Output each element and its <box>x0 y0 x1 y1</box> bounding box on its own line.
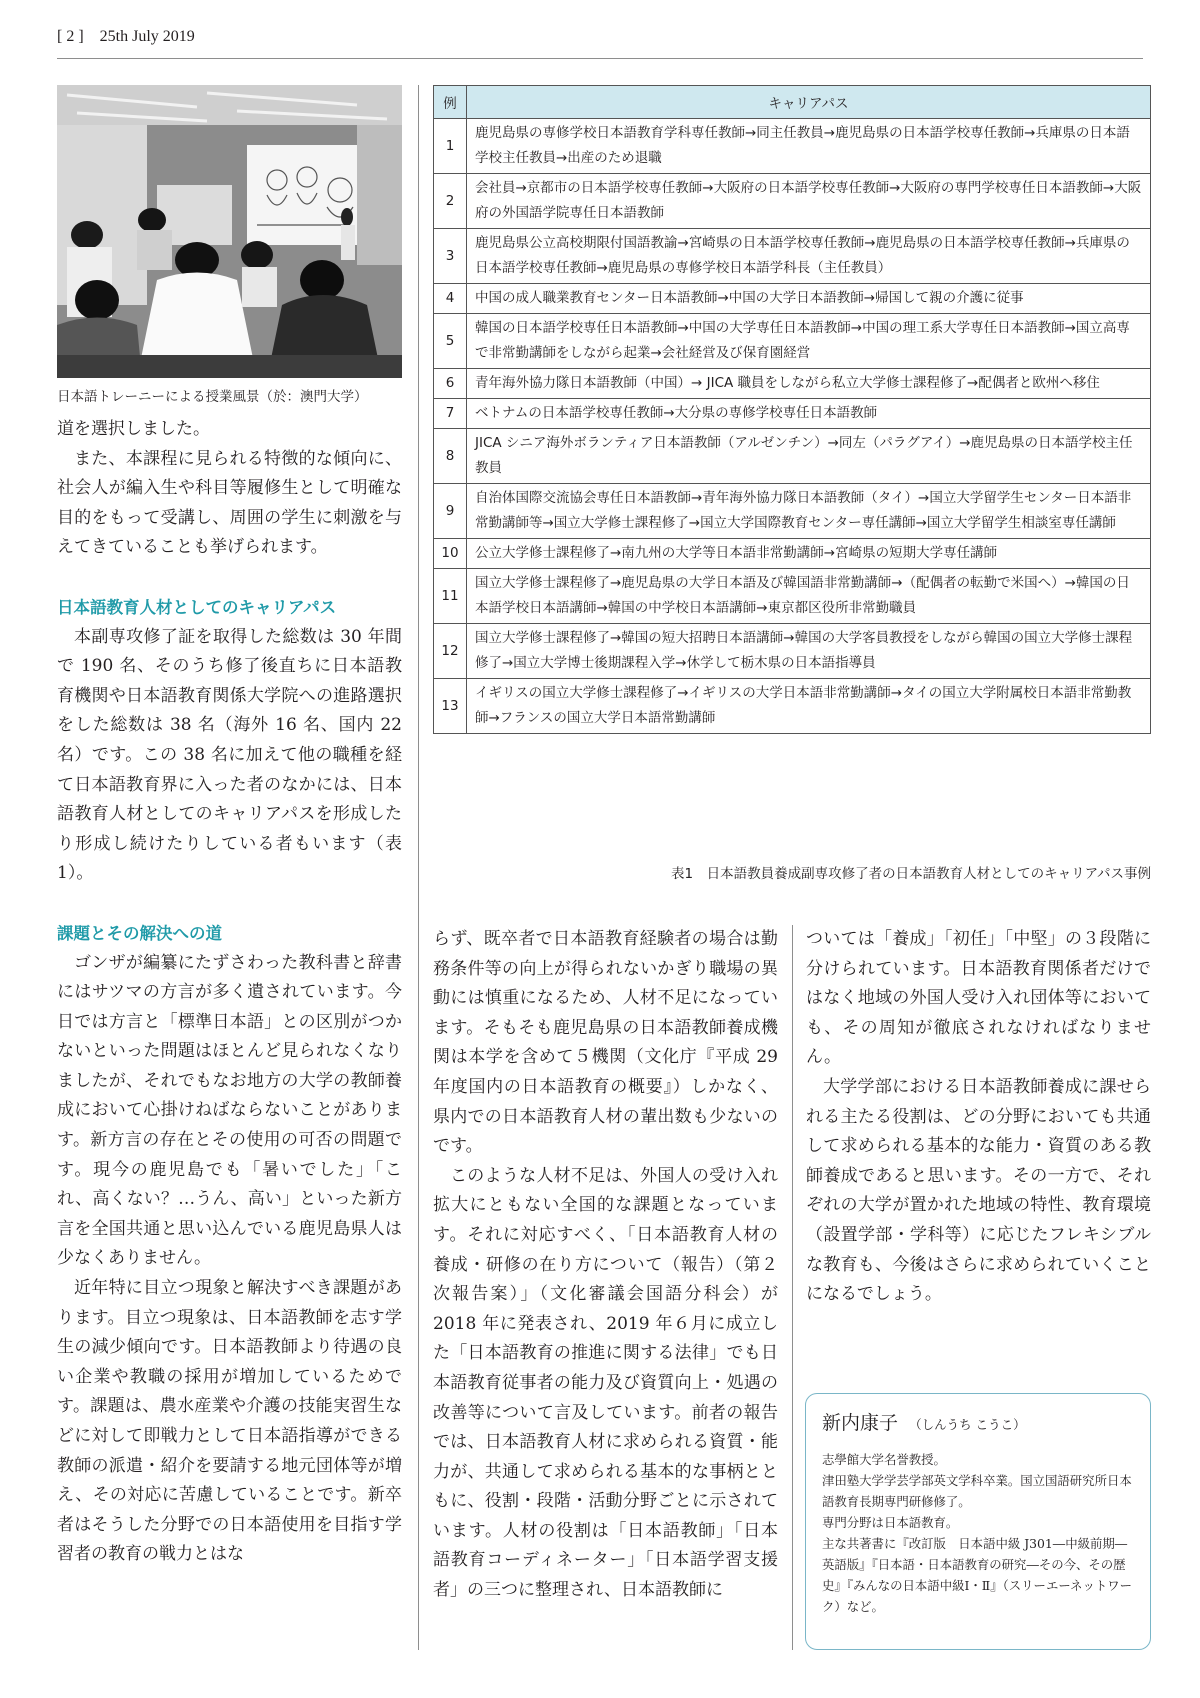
career-path-cell: 鹿児島県公立高校期限付国語教諭→宮崎県の日本語学校専任教師→鹿児島県の日本語学校専任教師→兵庫県の日本語学校専任教師→鹿児島県の専修学校日本語学科長（主任教員） <box>467 229 1151 284</box>
paragraph: ついては「養成」「初任」「中堅」の３段階に分けられています。日本語教育関係者だけではなく地域の外国人受け入れ団体等においても、その周知が徹底されなければなりません。 <box>806 929 1151 1068</box>
paragraph: また、本課程に見られる特徴的な傾向に、社会人が編入生や科目等履修生として明確な目的をもって受講し、周囲の学生に刺激を与えてきていることも挙げられます。 <box>57 448 402 558</box>
career-path-cell: 青年海外協力隊日本語教師（中国）→ JICA 職員をしながら私立大学修士課程修了→配偶者と欧州へ移住 <box>467 369 1151 399</box>
paragraph: このような人材不足は、外国人の受け入れ拡大にともない全国的な課題となっています。それに対応すべく、「日本語教育人材の養成・研修の在り方について（報告）（第２次報告案）」（文化審議会国語分科会）が 2018 年に発表され、2019 年６月に成立した「日本語教育の推進に関する法律」でも日本語教育従事者の能力及び資質向上・処遇の改善等について言及しています。前者の報告では、日本語教育人材に求められる資質・能力が、共通して求められる基本的な事柄とともに、役割・段階・活動分野ごとに示されています。人材の役割は「日本語教師」「日本語教育コーディネーター」「日本語学習支援者」の三つに整理され、日本語教師に <box>433 1165 778 1601</box>
table-row <box>434 399 1151 429</box>
table-row <box>434 119 1151 174</box>
middle-column <box>433 925 778 1606</box>
paragraph: ゴンザが編纂にたずさわった教科書と辞書にはサツマの方言が多く遺されています。今日では方言と「標準日本語」との区別がつかないといった問題はほとんど見られなくなりましたが、それでもなお地方の大学の教師養成において心掛けねばならないことがあります。新方言の存在とその使用の可否の問題です。現今の鹿児島でも「暑いでした」「これ、高くない？…うん、高い」といった新方言を全国共通と思い込んでいる鹿児島県人は少なくありません。 <box>57 952 402 1269</box>
career-path-cell: 国立大学修士課程修了→韓国の短大招聘日本語講師→韓国の大学客員教授をしながら韓国の国立大学修士課程修了→国立大学博士後期課程入学→休学して栃木県の日本語指導員 <box>467 624 1151 679</box>
table-header-row <box>434 86 1151 119</box>
table-caption: 表1 日本語教員養成副専攻修了者の日本語教育人材としてのキャリアパス事例 <box>670 866 1151 882</box>
section-heading-career: 日本語教育人材としてのキャリアパス <box>57 597 337 617</box>
row-number: 1 <box>434 119 467 174</box>
row-number: 12 <box>434 624 467 679</box>
page-header <box>57 28 195 46</box>
bio-line: 津田塾大学学芸学部英文学科卒業。国立国語研究所日本語教育長期専門研修修了。 <box>822 1473 1132 1509</box>
row-number: 10 <box>434 539 467 569</box>
bio-line: 主な共著書に『改訂版 日本語中級 J301―中級前期―英語版』『日本語・日本語教育の研究―その今、その歴史』『みんなの日本語中級Ⅰ・Ⅱ』（スリーエーネットワーク）など。 <box>822 1536 1133 1614</box>
row-number: 4 <box>434 284 467 314</box>
column-rule <box>792 925 793 1650</box>
career-path-cell: 自治体国際交流協会専任日本語教師→青年海外協力隊日本語教師（タイ）→国立大学留学生センター日本語非常勤講師等→国立大学修士課程修了→国立大学国際教育センター専任講師→国立大学留学生相談室専任講師 <box>467 484 1151 539</box>
photo-caption: 日本語トレーニーによる授業風景（於：澳門大学） <box>57 389 368 405</box>
table-row <box>434 679 1151 734</box>
right-column <box>806 925 1151 1310</box>
bio-line: 志學館大学名誉教授。 <box>822 1452 946 1467</box>
header-no: 例 <box>434 86 467 119</box>
table-row <box>434 429 1151 484</box>
row-number: 7 <box>434 399 467 429</box>
career-path-cell: JICA シニア海外ボランティア日本語教師（アルゼンチン）→同左（パラグアイ）→鹿児島県の日本語学校主任教員 <box>467 429 1151 484</box>
career-path-table <box>433 85 1151 734</box>
career-path-cell: イギリスの国立大学修士課程修了→イギリスの大学日本語非常勤講師→タイの国立大学附属校日本語非常勤教師→フランスの国立大学日本語常勤講師 <box>467 679 1151 734</box>
career-path-cell: 中国の成人職業教育センター日本語教師→中国の大学日本語教師→帰国して親の介護に従事 <box>467 284 1151 314</box>
row-number: 2 <box>434 174 467 229</box>
paragraph: 大学学部における日本語教師養成に課せられる主たる役割は、どの分野においても共通して求められる基本的な能力・資質のある教師養成であると思います。その一方で、それぞれの大学が置かれた地域の特性、教育環境（設置学部・学科等）に応じたフレキシブルな教育も、今後はさらに求められていくことになるでしょう。 <box>806 1076 1151 1305</box>
career-path-cell: 韓国の日本語学校専任日本語教師→中国の大学専任日本語教師→中国の理工系大学専任日本語教師→国立高専で非常勤講師をしながら起業→会社経営及び保育園経営 <box>467 314 1151 369</box>
row-number: 9 <box>434 484 467 539</box>
header-rule <box>57 58 1143 59</box>
paragraph: 本副専攻修了証を取得した総数は 30 年間で 190 名、そのうち修了後直ちに日本語教育機関や日本語教育関係大学院への進路選択をした総数は 38 名（海外 16 名、国内 22 名）です。この 38 名に加えて他の職種を経て日本語教育界に入った者のなかには、日本語教育人材としてのキャリアパスを形成したり形成し続けたりしている者もいます（表1）。 <box>57 626 402 884</box>
table-row <box>434 539 1151 569</box>
author-name: 新内康子 <box>822 1412 899 1434</box>
paragraph: らず、既卒者で日本語教育経験者の場合は勤務条件等の向上が得られないかぎり職場の異動には慎重になるため、人材不足になっています。そもそも鹿児島県の日本語教師養成機関は本学を含めて５機関（文化庁『平成 29 年度国内の日本語教育の概要』）しかなく、県内での日本語教育人材の輩出数も少ないのです。 <box>433 929 778 1157</box>
author-reading: （しんうち こうこ） <box>909 1417 1026 1432</box>
issue-date: 25th July 2019 <box>99 28 195 45</box>
row-number: 3 <box>434 229 467 284</box>
row-number: 8 <box>434 429 467 484</box>
page-number: [ 2 ] <box>57 28 84 45</box>
row-number: 13 <box>434 679 467 734</box>
career-path-cell: 鹿児島県の専修学校日本語教育学科専任教師→同主任教員→鹿児島県の日本語学校専任教師→兵庫県の日本語学校主任教員→出産のため退職 <box>467 119 1151 174</box>
table-row <box>434 229 1151 284</box>
author-bio <box>805 1393 1151 1650</box>
header-path: キャリアパス <box>467 86 1151 119</box>
section-heading-issues: 課題とその解決への道 <box>57 923 222 943</box>
career-path-cell: ベトナムの日本語学校専任教師→大分県の専修学校専任日本語教師 <box>467 399 1151 429</box>
row-number: 6 <box>434 369 467 399</box>
table-row <box>434 624 1151 679</box>
table-row <box>434 284 1151 314</box>
paragraph: 近年特に目立つ現象と解決すべき課題があります。目立つ現象は、日本語教師を志す学生の減少傾向です。日本語教師より待遇の良い企業や教職の採用が増加しているためです。課題は、農水産業や介護の技能実習生などに対して即戦力として日本語指導ができる教師の派遣・紹介を要請する地元団体等が増え、その対応に苦慮していることです。新卒者はそうした分野での日本語使用を目指す学習者の教育の戦力とはな <box>57 1278 402 1565</box>
classroom-photo <box>57 85 402 378</box>
row-number: 11 <box>434 569 467 624</box>
bio-line: 専門分野は日本語教育。 <box>822 1515 959 1530</box>
table-row <box>434 314 1151 369</box>
row-number: 5 <box>434 314 467 369</box>
table-row <box>434 569 1151 624</box>
career-path-cell: 公立大学修士課程修了→南九州の大学等日本語非常勤講師→宮崎県の短期大学専任講師 <box>467 539 1151 569</box>
table-row <box>434 369 1151 399</box>
paragraph: 道を選択しました。 <box>57 419 210 439</box>
career-path-cell: 国立大学修士課程修了→鹿児島県の大学日本語及び韓国語非常勤講師→（配偶者の転勤で米国へ）→韓国の日本語学校日本語講師→韓国の中学校日本語講師→東京都区役所非常勤職員 <box>467 569 1151 624</box>
career-path-cell: 会社員→京都市の日本語学校専任教師→大阪府の日本語学校専任教師→大阪府の専門学校専任日本語教師→大阪府の外国語学院専任日本語教師 <box>467 174 1151 229</box>
table-row <box>434 174 1151 229</box>
table-row <box>434 484 1151 539</box>
left-column <box>57 415 402 1570</box>
author-profile <box>822 1449 1134 1617</box>
column-rule <box>418 85 419 1650</box>
